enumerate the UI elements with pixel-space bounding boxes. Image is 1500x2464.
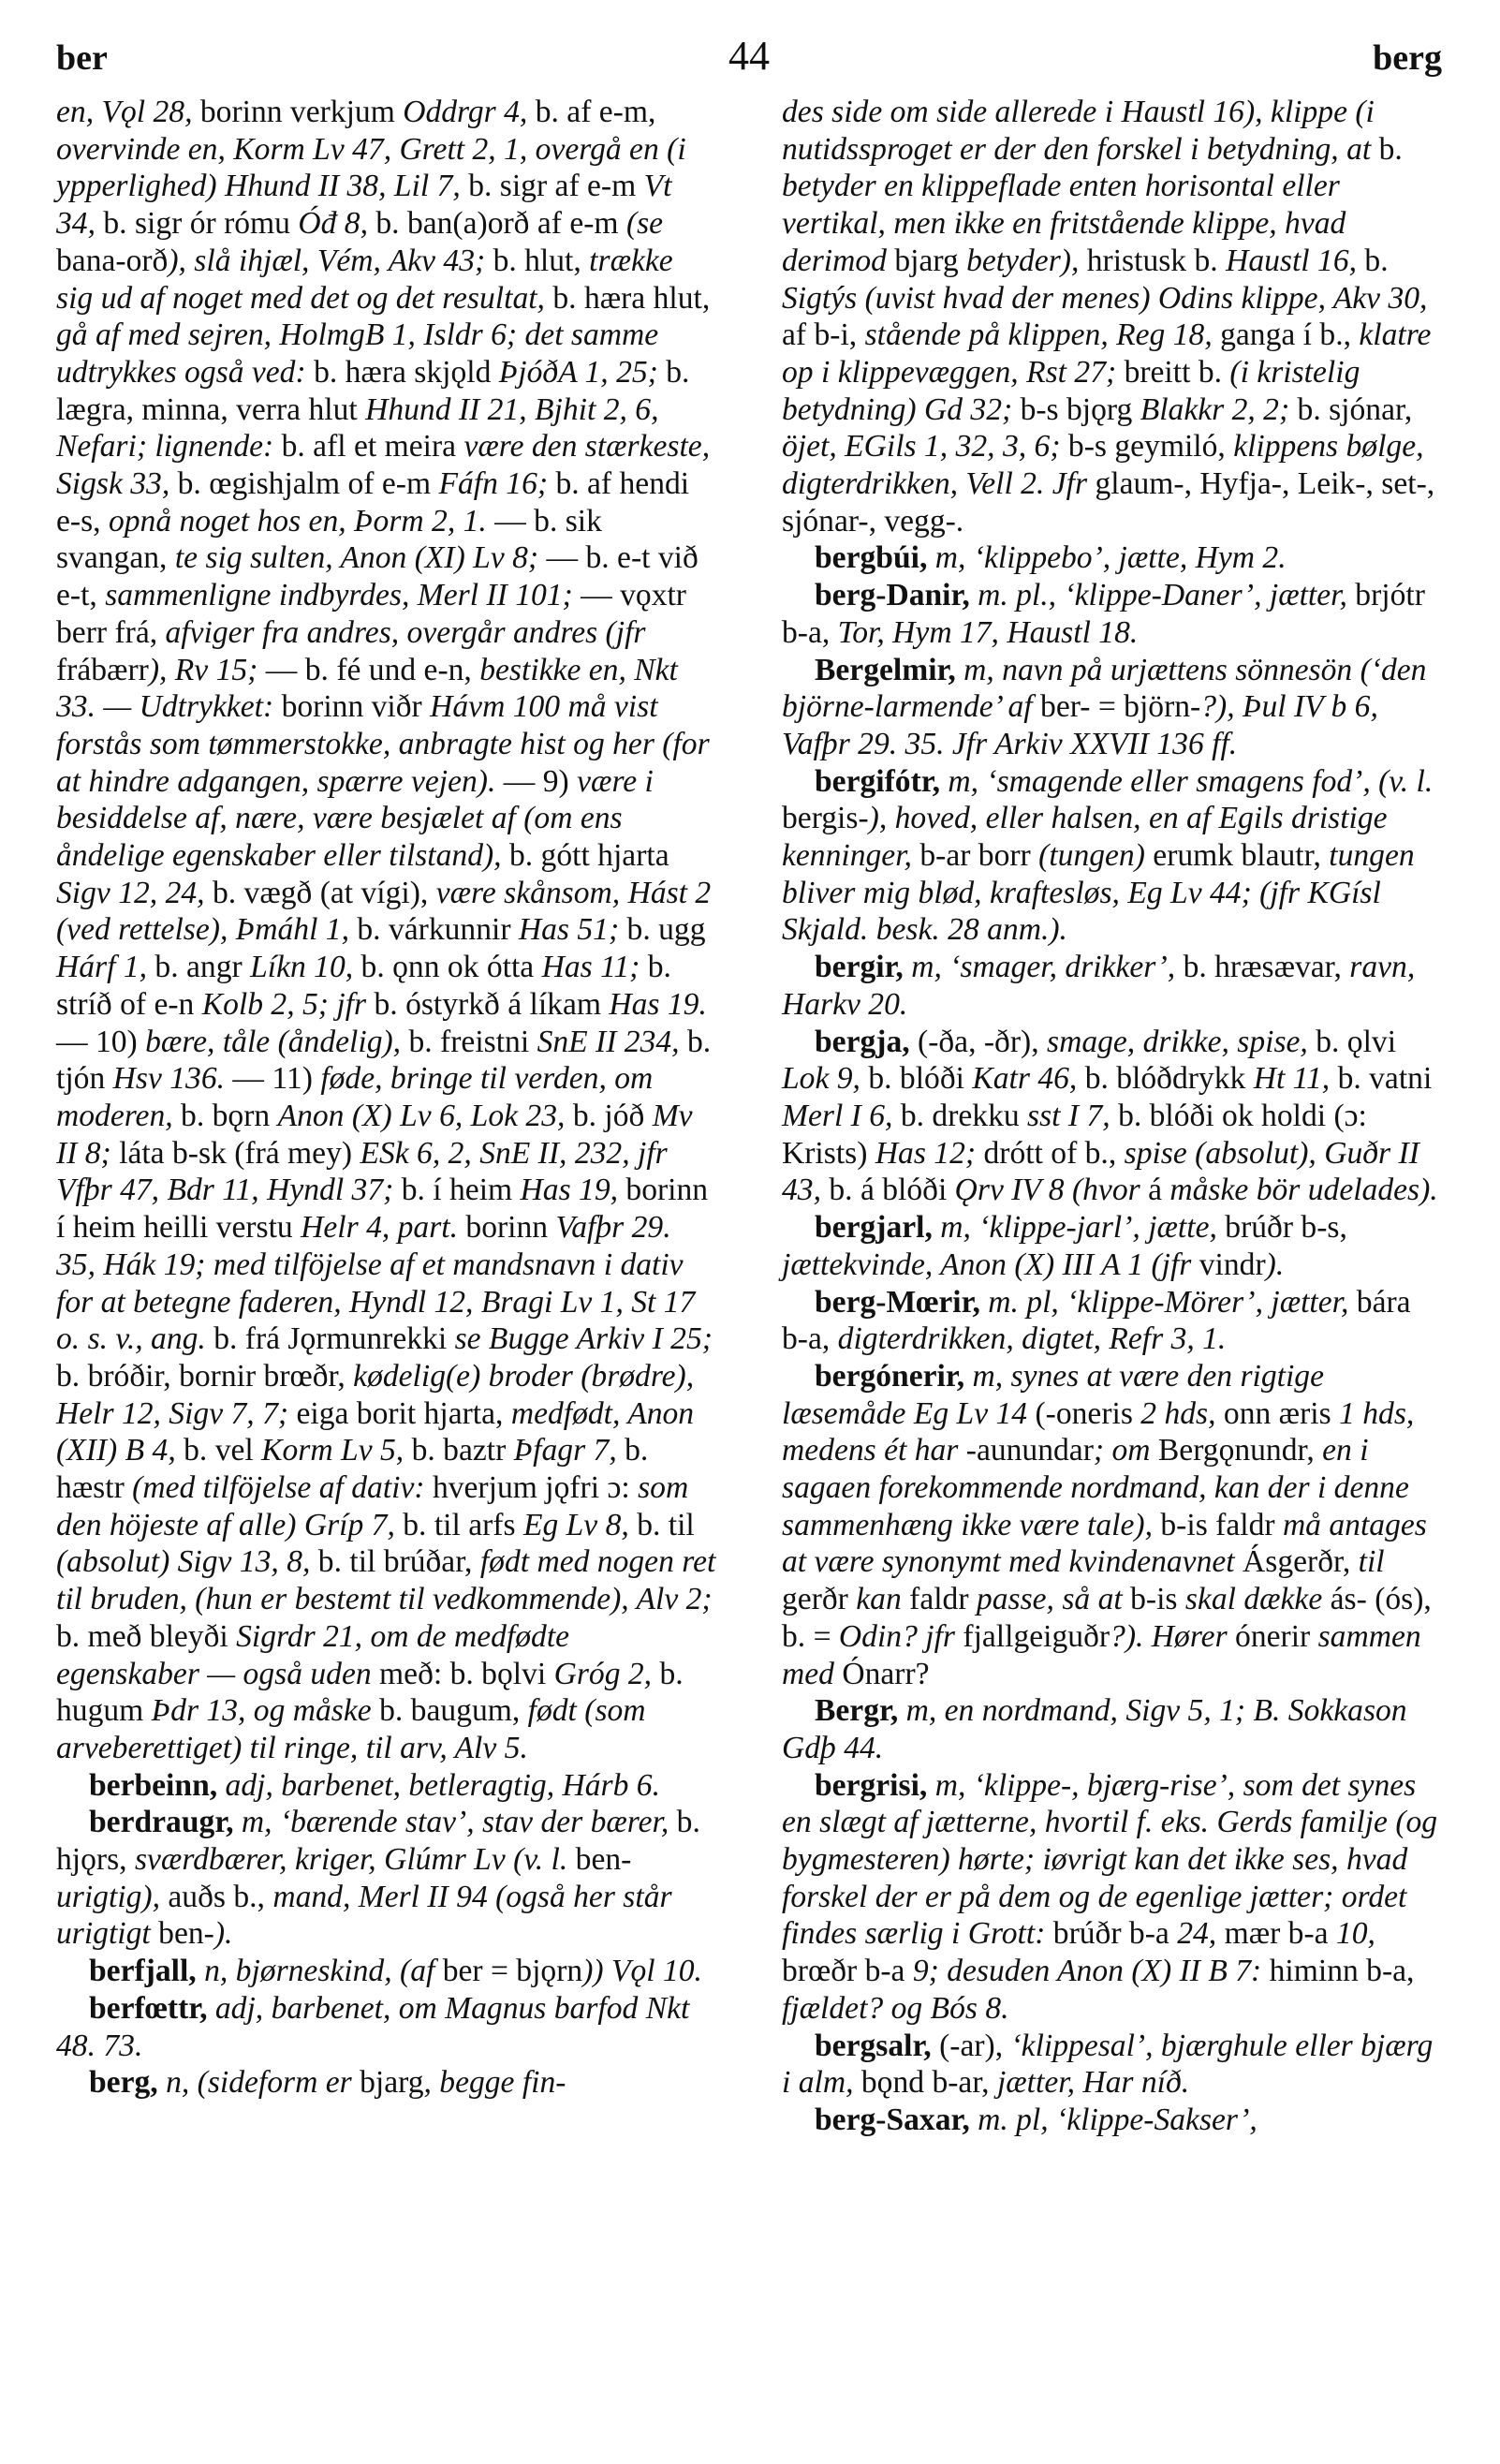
headword: Bergr, [815, 1693, 906, 1729]
gloss-text: født med nogen ret til bruden, (hun er bestemt til vedkommende), Alv 2; [56, 1544, 716, 1617]
headword: bergjarl, [815, 1210, 941, 1246]
left-column [56, 94, 716, 2102]
gloss-text: ESk 6, 2, SnE II, 232, jfr Vfþr 47, Bdr 11, Hyndl 37; [56, 1135, 668, 1208]
dictionary-entry [56, 1804, 716, 1953]
gloss-text: Ht 11, [1253, 1061, 1338, 1097]
gloss-text: være i besiddelse af, nære, være besjælet af (om ens åndelige egenskaber eller tilstand), [56, 763, 654, 874]
gloss-text: Vafþr 29. 35, Hák 19; med tilföjelse af et mandsnavn i dativ for at betegne faderen, Hyndl 12, Bragi Lv 1, St 17 o. s. v., ang. [56, 1210, 696, 1357]
citation-text: hristusk b. [1086, 243, 1227, 278]
gloss-text: være skånsom, Hást 2 (ved rettelse), Þmáhl 1, [56, 875, 712, 948]
headword: bergja, [815, 1024, 919, 1059]
citation-text: breitt b. [1124, 354, 1230, 390]
gloss-text: m, ‘bærende stav’, stav der bærer, [241, 1805, 677, 1840]
gloss-text: Sigv 12, 24, [56, 875, 213, 910]
dictionary-entry [782, 539, 1442, 577]
gloss-text: født (som arveberettiget) til ringe, til arv, Alv 5. [56, 1693, 646, 1765]
gloss-text: m. pl, ‘klippe-Mörer’, jætter, [988, 1284, 1357, 1320]
headword: berg-Saxar, [815, 2102, 978, 2137]
gloss-text: ). [213, 1916, 233, 1952]
headword: bergifótr, [815, 763, 949, 799]
citation-text: brœðr b-a [782, 1954, 913, 1989]
gloss-text: en i sagaen forekommende nordmand, kan der i denne sammenhæng ikke være tale), [782, 1433, 1409, 1542]
gloss-text: m, ‘klippe-, bjærg-rise’, som det synes en slægt af jætterne, hvortil f. eks. Gerds familje (og bygmesteren) hørte; iøvrigt kan det ikke ses, hvad forskel der er på dem og de egenlige jætter; ordet findes særlig i Grott: [782, 1767, 1438, 1952]
gloss-text: des side om side allerede i Haustl 16), klippe (i nutidssproget er der den forskel i betydning, at [782, 95, 1379, 167]
dictionary-entry [782, 949, 1442, 1023]
gloss-text: som den höjeste af alle) Gríp 7, [56, 1470, 689, 1542]
headword: Bergelmir, [815, 652, 964, 687]
gloss-text: skal dække [1184, 1582, 1331, 1617]
gloss-text: Tor, Hym 17, Haustl 18. [837, 614, 1139, 650]
gloss-text: urigtig), [56, 1879, 169, 1914]
gloss-text: må antages at være synonymt med kvindenavnet [782, 1507, 1427, 1580]
gloss-text: (i kristelig betydning) Gd 32; [782, 354, 1360, 427]
gloss-text: en, Vǫl 28, [56, 95, 200, 129]
citation-text: bana-orð [56, 243, 169, 278]
citation-text: b. vatni [1337, 1061, 1433, 1097]
gloss-text: , begge fin- [423, 2065, 566, 2101]
gloss-text: Vt 34, [56, 169, 672, 242]
citation-text: glaum-, Hyfja-, Leik-, set-, sjónar-, vegg-. [782, 466, 1435, 539]
page-number: 44 [728, 33, 770, 79]
dictionary-entry [782, 763, 1442, 950]
citation-text: borinn verkjum [199, 95, 404, 129]
gloss-text: n, bjørneskind, (af [204, 1954, 443, 1989]
citation-text: Ónarr? [842, 1656, 930, 1691]
gloss-text: Sigrdr 21, om de medfødte egenskaber — også uden [56, 1618, 570, 1691]
citation-text: b. sjónar, [1297, 391, 1413, 427]
gloss-text: Líkn 10, [250, 950, 361, 985]
citation-text: b-is faldr [1160, 1507, 1283, 1542]
citation-text: b. sigr af e-m [468, 169, 644, 204]
gloss-text: Katr 46, [972, 1061, 1085, 1097]
citation-text: b. ǫlvi [1316, 1024, 1397, 1059]
dictionary-entry [782, 652, 1442, 763]
citation-text: b. [1364, 243, 1389, 278]
citation-text: b. ugg [626, 912, 706, 948]
gloss-text: ), Rv 15; [148, 652, 266, 687]
citation-text: b. hæstr [56, 1433, 649, 1506]
gloss-text: Odin? jfr [838, 1618, 963, 1654]
gloss-text: Haustl 16, [1226, 243, 1365, 278]
headword: berdraugr, [89, 1805, 242, 1840]
citation-text: b. til [637, 1507, 695, 1542]
gloss-text: passe, så at [976, 1582, 1131, 1617]
gloss-text: 24, [1177, 1916, 1225, 1952]
gloss-text: 9; desuden Anon (X) II B 7: [912, 1954, 1270, 1989]
gloss-text: klatre op i klippevæggen, Rst 27; [782, 317, 1432, 390]
gloss-text: Kolb 2, 5; jfr [201, 986, 375, 1022]
right-column [782, 94, 1442, 2139]
gloss-text: digterdrikken, digtet, Refr 3, 1. [837, 1321, 1227, 1357]
citation-text: borinn [465, 1210, 556, 1246]
citation-text: brúðr b-s, [1225, 1210, 1347, 1246]
citation-text: b. ban(a)orð af e-m [375, 206, 626, 242]
gloss-text: smage, drikke, spise, [1047, 1024, 1316, 1059]
gloss-text: betyder), [966, 243, 1087, 278]
gloss-text: måske bör udelades). [1169, 1173, 1438, 1208]
headword: berfœttr, [89, 1990, 215, 2026]
citation-text: himinn b-a, [1269, 1954, 1415, 1989]
citation-text: Ásgerðr, [1243, 1544, 1359, 1580]
gloss-text: Has 12; [875, 1135, 984, 1171]
citation-text: eiga borit hjarta, [296, 1395, 511, 1431]
gloss-text: m, ‘klippe-jarl’, jætte, [940, 1210, 1226, 1246]
gloss-text: (se [625, 206, 664, 242]
headword: bergbúi, [815, 540, 935, 576]
citation-text: hverjum jǫfri ɔ: [432, 1470, 639, 1506]
citation-text: frábærr [56, 652, 149, 687]
citation-text: faldr [909, 1582, 977, 1617]
citation-text: b. hæra skjǫld [314, 354, 499, 390]
gloss-text: Has 19, [520, 1173, 626, 1208]
gloss-text: trække sig ud af noget med det og det resultat, [56, 243, 673, 316]
citation-text: fjallgeiguðr [963, 1618, 1110, 1654]
citation-text: b. til arfs [403, 1507, 523, 1542]
gloss-text: Helr 4, part. [301, 1210, 466, 1246]
citation-text: b-is [1130, 1582, 1185, 1617]
citation-text: b. frá Jǫrmunrekki [213, 1321, 455, 1357]
gloss-text: gå af med sejren, HolmgB 1, Isldr 6; det samme udtrykkes også ved: [56, 317, 659, 390]
citation-text: erumk blautr, [1153, 838, 1330, 874]
dictionary-entry [56, 1990, 716, 2064]
citation-text: b. várkunnir [357, 912, 519, 948]
citation-text: b. blóðdrykk [1084, 1061, 1254, 1097]
citation-text: b-ar borr [919, 838, 1039, 874]
citation-text: ás- (ós), b. = [782, 1582, 1432, 1654]
gloss-text: spise (absolut), Guðr II 43, [782, 1135, 1419, 1208]
gloss-text: Lok 9, [782, 1061, 869, 1097]
gloss-text: sst I 7, [1027, 1098, 1119, 1133]
gloss-text: Anon (X) Lv 6, Lok 23, [277, 1098, 573, 1133]
citation-text: borinn viðr [281, 689, 431, 725]
gloss-text: Þfagr 7, [513, 1433, 625, 1468]
gloss-text: Has 51; [518, 912, 627, 948]
citation-text: b. hæra hlut, [552, 280, 711, 316]
citation-text: — 10) [56, 1024, 146, 1059]
gloss-text: opnå noget hos en, Þorm 2, 1. [108, 503, 495, 539]
citation-text: b. til brúðar, [317, 1544, 480, 1580]
citation-text: á [1148, 1173, 1170, 1208]
gloss-text: se Bugge Arkiv I 25; [454, 1321, 713, 1357]
citation-text: b. hlut, [493, 243, 590, 278]
gloss-text: ?). Hører [1110, 1618, 1236, 1654]
gloss-text: bestikke en, Nkt 33. — Udtrykket: [56, 652, 678, 725]
gloss-text: fjældet? og Bós 8. [782, 1990, 1009, 2026]
citation-text: vindr [1199, 1247, 1266, 1282]
gloss-text: Þdr 13, og måske [151, 1693, 380, 1729]
gloss-text: 2 hds, [1140, 1395, 1224, 1431]
gloss-text: være den stærkeste, Sigsk 33, [56, 429, 711, 502]
dictionary-entry [782, 1024, 1442, 1210]
citation-text: b. á blóði [829, 1173, 955, 1208]
gloss-text: Hhund II 21, Bjhit 2, 6, Nefari; lignende: [56, 391, 659, 465]
citation-text: b. vægð (at vígi), [212, 875, 436, 910]
citation-text: b. bǫrn [181, 1098, 278, 1133]
gloss-text: adj, barbenet, betleragtig, Hárb 6. [225, 1767, 660, 1803]
gloss-text: Blakkr 2, 2; [1140, 391, 1298, 427]
gloss-text: ; om [1093, 1433, 1158, 1468]
gloss-text: (tungen) [1038, 838, 1154, 874]
citation-text: brúðr b-a [1052, 1916, 1178, 1952]
citation-text: Bergǫnundr, [1157, 1433, 1323, 1468]
gloss-text: (absolut) Sigv 13, 8, [56, 1544, 318, 1580]
gloss-text: Mv II 8; [56, 1098, 693, 1171]
citation-text: b. hjǫrs, [56, 1805, 700, 1878]
citation-text: b. œgishjalm of e-m [177, 466, 439, 502]
citation-text: b. óstyrkð á líkam [374, 986, 610, 1022]
headword: bergrisi, [815, 1767, 935, 1803]
citation-text: brjótr b-a, [782, 578, 1425, 650]
gloss-text: m, ‘smager, drikker’, [911, 950, 1184, 985]
citation-text: onn æris [1223, 1395, 1340, 1431]
citation-text: láta b-sk (frá mey) [119, 1135, 360, 1171]
citation-text: b. angr [154, 950, 251, 985]
headword: berbeinn, [89, 1767, 226, 1803]
gloss-text: afviger fra andres, overgår andres (jfr [165, 614, 646, 650]
gloss-text: n, (sideform er [166, 2065, 360, 2101]
citation-text: b. hugum [56, 1656, 684, 1729]
dictionary-entry [56, 1767, 716, 1805]
gloss-text: føde, bringe til verden, om moderen, [56, 1061, 654, 1133]
gloss-text: ?), Þul IV b 6, Vafþr 29. 35. Jfr Arkiv XXVII 136 ff. [782, 689, 1378, 761]
gloss-text: Korm Lv 5, [261, 1433, 412, 1468]
citation-text: b-s geymiló, [1067, 429, 1234, 465]
citation-text: -aunundar [965, 1433, 1094, 1468]
citation-text: bjarg [894, 243, 967, 278]
citation-text: ónerir [1235, 1618, 1318, 1654]
gloss-text: )) Vǫl 10. [582, 1954, 702, 1989]
page-header [56, 26, 1442, 92]
citation-text: b. jóð [572, 1098, 653, 1133]
gloss-text: kan [856, 1582, 910, 1617]
citation-text: — b. e-t við e-t, [56, 540, 699, 613]
citation-text: bǫnd b-ar, [860, 2065, 997, 2101]
gloss-text: Hsv 136. [112, 1061, 233, 1097]
gloss-text: mand, Merl II 94 (også her står urigtigt [56, 1879, 672, 1952]
gloss-text: 10, [1335, 1916, 1375, 1952]
headword: berfjall, [89, 1954, 205, 1989]
citation-text: b. freistni [408, 1024, 537, 1059]
gloss-text: te sig sulten, Anon (XI) Lv 8; [174, 540, 547, 576]
headword: berg, [89, 2065, 167, 2101]
citation-text: b. ǫnn ok ótta [360, 950, 542, 985]
gloss-text: Óđ 8, [298, 206, 376, 242]
gloss-text: ), slå ihjæl, Vém, Akv 43; [168, 243, 493, 278]
dictionary-entry [782, 1209, 1442, 1283]
gloss-text: ÞjóðA 1, 25; [498, 354, 667, 390]
gloss-text: medfødt, Anon (XII) B 4, [56, 1395, 695, 1468]
gloss-text: Sigtýs (uvist hvad der menes) Odins klippe, Akv 30, [782, 280, 1428, 316]
citation-text: (-ar), [939, 2028, 1011, 2063]
gloss-text: Has 11; [541, 950, 648, 985]
citation-text: b. lægra, minna, verra hlut [56, 354, 690, 427]
gloss-text: adj, barbenet, om Magnus barfod Nkt 48. 73. [56, 1990, 690, 2063]
headword: bergsalr, [815, 2028, 940, 2063]
gloss-text: Eg Lv 8, [522, 1507, 638, 1542]
citation-text: bjarg [360, 2065, 424, 2101]
dictionary-entry [782, 2028, 1442, 2102]
citation-text: bára b-a, [782, 1284, 1411, 1357]
citation-text: ganga í b., [1220, 317, 1360, 353]
citation-text: ben- [158, 1916, 214, 1952]
dictionary-entry [782, 94, 1442, 539]
dictionary-entry [782, 577, 1442, 651]
headword: berg-Mœrir, [815, 1284, 989, 1320]
gloss-text: Merl I 6, [782, 1098, 901, 1133]
dictionary-entry [56, 2064, 716, 2102]
citation-text: ber- = björn- [1040, 689, 1201, 725]
gloss-text: öjet, EGils 1, 32, 3, 6; [782, 429, 1068, 465]
citation-text: b. stríð of e-n [56, 950, 671, 1022]
gloss-text: ). [1265, 1247, 1285, 1282]
citation-text: b. blóði [868, 1061, 973, 1097]
citation-text: (-oneris [1035, 1395, 1141, 1431]
dictionary-entry [782, 1767, 1442, 2028]
gloss-text: m, navn på urjættens sönnesön (‘den björne-larmende’ af [782, 652, 1427, 725]
gloss-text: sammenligne indbyrdes, Merl II 101; [105, 578, 581, 613]
citation-text: b. af hendi e-s, [56, 466, 690, 539]
dictionary-entry [782, 1358, 1442, 1692]
citation-text: b. bróðir, bornir brœðr, [56, 1358, 354, 1394]
dictionary-entry [56, 1953, 716, 1990]
citation-text: b. drekku [900, 1098, 1028, 1133]
gloss-text: m, ‘smagende eller smagens fod’, (v. l. [948, 763, 1434, 799]
gloss-text: Hávm 100 må vist forstås som tømmerstokke, anbragte hist og her (for at hindre adgangen, spærre vejen). [56, 689, 710, 799]
gloss-text: Ǫrv IV 8 (hvor [954, 1173, 1149, 1208]
gloss-text: SnE II 234, [537, 1024, 687, 1059]
gloss-text: (med tilföjelse af dativ: [132, 1470, 433, 1506]
gloss-text: sammen med [782, 1618, 1421, 1691]
citation-text: — vǫxtr berr frá, [56, 578, 686, 650]
citation-text: b. gótt hjarta [508, 838, 669, 874]
gloss-text: ravn, Harkv 20. [782, 950, 1416, 1022]
citation-text: — 11) [232, 1061, 321, 1097]
gloss-text: ), hoved, eller halsen, en af Egils dristige kenninger, [782, 801, 1388, 874]
gloss-text: ‘klippesal’, bjærghule eller bjærg i alm, [782, 2028, 1434, 2101]
citation-text: bergis- [782, 801, 869, 836]
citation-text: b. vel [184, 1433, 262, 1468]
citation-text: b. af e-m, [535, 95, 656, 129]
citation-text: b. baugum, [379, 1693, 528, 1729]
gloss-text: overvinde en, Korm Lv 47, Grett 2, 1, overgå en (i ypperlighed) Hhund II 38, Lil 7, [56, 131, 686, 204]
gloss-text: Oddrgr 4, [403, 95, 536, 129]
gloss-text: stående på klippen, Reg 18, [864, 317, 1221, 353]
gloss-text: sværdbærer, kriger, Glúmr Lv (v. l. [134, 1842, 576, 1878]
citation-text: b. hræsævar, [1183, 950, 1350, 985]
gloss-text: kødelig(e) broder (brødre), Helr 12, Sigv 7, 7; [56, 1358, 695, 1431]
citation-text: b. blóði ok holdi (ɔ: Krists) [782, 1098, 1367, 1171]
citation-text: b. sigr ór rómu [103, 206, 299, 242]
citation-text: — b. sik svangan, [56, 503, 602, 576]
citation-text: b-s bjǫrg [1020, 391, 1140, 427]
citation-text: ber = bjǫrn [442, 1954, 583, 1989]
citation-text: mær b-a [1224, 1916, 1336, 1952]
gloss-text: m. pl., ‘klippe-Daner’, jætter, [978, 578, 1356, 613]
citation-text: (-ða, -ðr), [918, 1024, 1047, 1059]
gloss-text: klippens bølge, digterdrikken, Vell 2. Jfr [782, 429, 1424, 502]
citation-text: — b. fé und e-n, [265, 652, 480, 687]
gloss-text: bære, tåle (åndelig), [145, 1024, 409, 1059]
headword: bergónerir, [815, 1358, 973, 1394]
headword: berg-Danir, [815, 578, 978, 613]
citation-text: b. með bleyði [56, 1618, 237, 1654]
citation-text: ben- [575, 1842, 632, 1878]
citation-text: auðs b., [168, 1879, 273, 1914]
citation-text: — 9) [503, 763, 578, 799]
right-guide-word: berg [1373, 38, 1442, 78]
gloss-text: tungen bliver mig blød, kraftesløs, Eg Lv 44; (jfr KGísl Skjald. besk. 28 anm.). [782, 838, 1415, 948]
gloss-text: jættekvinde, Anon (X) III A 1 (jfr [782, 1247, 1199, 1282]
gloss-text: Hárf 1, [56, 950, 155, 985]
gloss-text: til [1358, 1544, 1385, 1580]
dictionary-entry [56, 94, 716, 1767]
gloss-text: betyder en klippeflade enten horisontal eller vertikal, men ikke en fritstående klippe, hvad derimod [782, 169, 1346, 278]
gloss-text: Fáfn 16; [438, 466, 556, 502]
left-guide-word: ber [56, 38, 108, 78]
gloss-text: m, synes at være den rigtige læsemåde Eg Lv 14 [782, 1358, 1324, 1431]
citation-text: b. baztr [411, 1433, 514, 1468]
gloss-text: 1 hds, medens ét har [782, 1395, 1415, 1468]
headword: bergir, [815, 950, 912, 985]
citation-text: b. [1378, 131, 1403, 167]
gloss-text: Gróg 2, [553, 1656, 660, 1691]
citation-text: með: b. bǫlvi [379, 1656, 554, 1691]
dictionary-entry [782, 1284, 1442, 1358]
gloss-text: m. pl, ‘klippe-Sakser’, [978, 2102, 1257, 2137]
gloss-text: Has 19. [609, 986, 707, 1022]
dictionary-entry [782, 1692, 1442, 1766]
gloss-text: m, ‘klippebo’, jætte, Hym 2. [934, 540, 1287, 576]
citation-text: borinn í heim heilli verstu [56, 1173, 709, 1246]
dictionary-entry [782, 2102, 1442, 2139]
gloss-text: jætter, Har níð. [996, 2065, 1190, 2101]
citation-text: af b-i, [782, 317, 865, 353]
citation-text: gerðr [782, 1582, 857, 1617]
citation-text: b. tjón [56, 1024, 712, 1097]
citation-text: b. afl et meira [281, 429, 464, 465]
citation-text: b. í heim [401, 1173, 521, 1208]
gloss-text: m, en nordmand, Sigv 5, 1; B. Sokkason Gdþ 44. [782, 1693, 1407, 1765]
citation-text: drótt of b., [983, 1135, 1125, 1171]
